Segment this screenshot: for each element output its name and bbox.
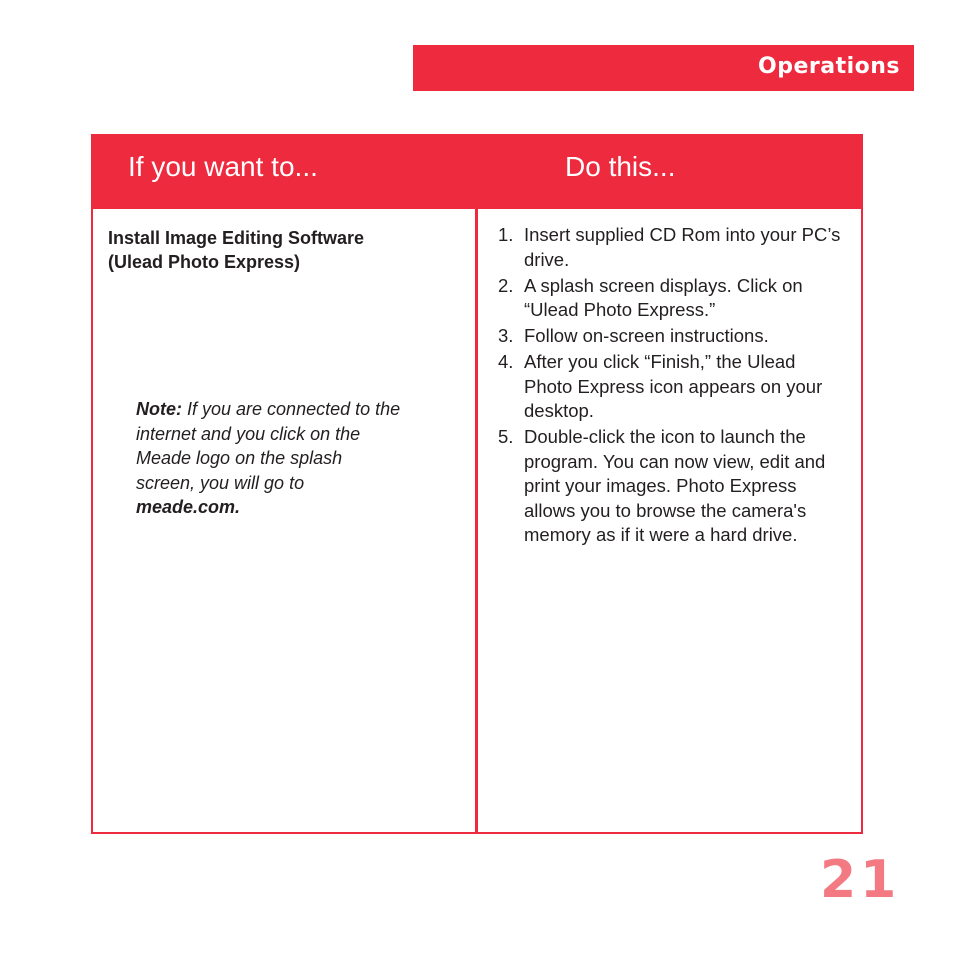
step-text: After you click “Finish,” the Ulead Photo Express icon appears on your desktop. bbox=[524, 351, 823, 421]
step-number: 5. bbox=[498, 426, 514, 447]
section-title: Operations bbox=[758, 54, 900, 79]
note-paragraph bbox=[136, 397, 406, 520]
step-text: Follow on-screen instructions. bbox=[524, 325, 769, 346]
step-text: A splash screen displays. Click on “Ulead Photo Express.” bbox=[524, 274, 803, 320]
section-tab bbox=[413, 45, 914, 91]
column-header-right-label: Do this... bbox=[565, 151, 676, 182]
column-header-right bbox=[478, 136, 863, 209]
step-item bbox=[498, 274, 843, 323]
column-divider bbox=[475, 136, 478, 832]
note-label: Note: bbox=[136, 399, 182, 419]
step-number: 1. bbox=[498, 224, 514, 245]
step-number: 3. bbox=[498, 325, 514, 346]
step-number: 4. bbox=[498, 351, 514, 372]
task-title-line2: (Ulead Photo Express) bbox=[108, 252, 301, 272]
column-header-left bbox=[93, 136, 475, 209]
page-number: 21 bbox=[820, 850, 901, 910]
step-item bbox=[498, 350, 843, 424]
step-text: Double-click the icon to launch the program. You can now view, edit and print your images. Photo Express allows you to browse the camera's memory as if it were a hard drive. bbox=[524, 426, 826, 545]
instruction-table bbox=[91, 134, 863, 834]
step-number: 2. bbox=[498, 274, 514, 296]
column-header-left-label: If you want to... bbox=[128, 151, 318, 182]
step-item bbox=[498, 324, 843, 349]
note-text: If you are connected to the internet and you click on the Meade logo on the splash screen, you will go to bbox=[136, 399, 401, 493]
step-item bbox=[498, 425, 843, 548]
task-title bbox=[108, 226, 428, 274]
note-link: meade.com. bbox=[136, 497, 241, 517]
task-title-line1: Install Image Editing Software bbox=[108, 228, 365, 248]
step-text: Insert supplied CD Rom into your PC’s drive. bbox=[524, 224, 841, 270]
step-item bbox=[498, 223, 843, 272]
steps-list bbox=[498, 223, 843, 549]
